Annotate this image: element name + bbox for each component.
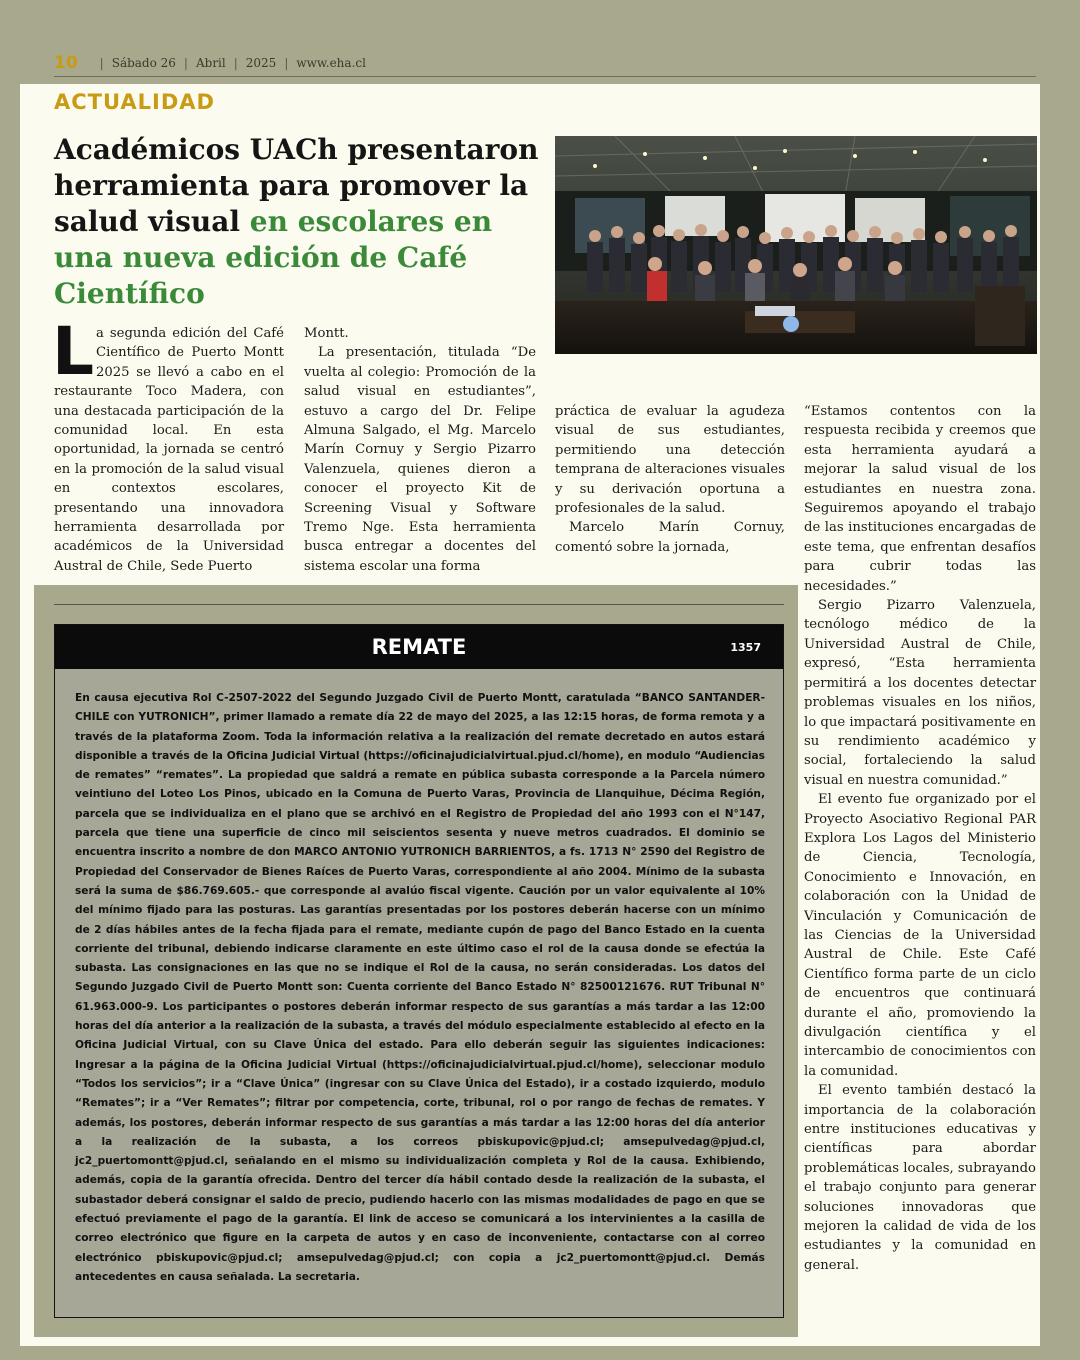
article-headline (54, 132, 554, 312)
legal-notice-box (54, 624, 784, 1318)
group-photo-illustration (555, 136, 1037, 354)
notice-code: 1357 (730, 641, 761, 654)
article-column-3 (555, 402, 785, 557)
article-paragraph: Marcelo Marín Cornuy, comentó sobre la jornada, (555, 520, 785, 555)
article-paragraph: Montt. (304, 326, 349, 341)
headline-main: Académicos UACh presentaron herramienta para promover la salud visual (54, 133, 539, 238)
header-separator: | (233, 56, 238, 70)
article-paragraph: La presentación, titulada “De vuelta al colegio: Promoción de la salud visual en estudiantes”, estuvo a cargo del Dr. Felipe Almuna Salgado, el Mg. Marcelo Marín Cornuy y Sergio Pizarro Valenzuela, quienes dieron a conocer el proyecto Kit de Screening Visual y Software Tremo Nge. Esta herramienta busca entregar a docentes del sistema escolar una forma (304, 345, 536, 574)
drop-cap: L (52, 313, 95, 390)
paragraph-text: a segunda edición del Café Científico de Puerto Montt 2025 se llevó a cabo en el restaurante Toco Madera, con una destacada participación de la comunidad local. En esta oportunidad, la jornada se centró en la promoción de la salud visual en contextos escolares, presentando una innovadora herramienta desarrollada por académicos de la Universidad Austral de Chile, Sede Puerto (54, 326, 284, 574)
header-website-link[interactable]: www.eha.cl (296, 56, 366, 70)
notice-title: REMATE (371, 635, 467, 659)
header-separator: | (99, 56, 104, 70)
article-paragraph: El evento fue organizado por el Proyecto Asociativo Regional PAR Explora Los Lagos del Ministerio de Ciencia, Tecnología, Conocimiento e Innovación, en colaboración con la Unidad de Vinculación y Comunicación de las Ciencias de la Universidad Austral de Chile. Este Café Científico forma parte de un ciclo de encuentros que continuará durante el año, promoviendo la divulgación científica y el intercambio de conocimientos con la comunidad. (804, 792, 1036, 1079)
notice-body-text: En causa ejecutiva Rol C-2507-2022 del Segundo Juzgado Civil de Puerto Montt, caratulada “BANCO SANTANDER-CHILE con YUTRONICH”, primer llamado a remate día 22 de mayo del 2025, a las 12:15 horas, de forma remota y a través de la plataforma Zoom. Toda la información relativa a la realización del remate decretado en autos estará disponible a través de la Oficina Judicial Virtual (https://oficinajudicialvirtual.pjud.cl/home), en modulo “Audiencias de remates” “remates”. La propiedad que saldrá a remate en pública subasta corresponde a la Parcela número veintiuno del Loteo Los Pinos, ubicado en la Comuna de Puerto Varas, Provincia de Llanquihue, Décima Región, parcela que se individualiza en el plano que se archivó en el Registro de Propiedad del año 1993 con el N°147, parcela que tiene una superficie de cinco mil seiscientos sesenta y nueve metros cuadrados. El dominio se encuentra inscrito a nombre de don MARCO ANTONIO YUTRONICH BARRIENTOS, a fs. 1713 N° 2590 del Registro de Propiedad del Conservador de Bienes Raíces de Puerto Varas, correspondiente al año 2004. Mínimo de la subasta será la suma de $86.769.605.- que corresponde al avalúo fiscal vigente. Caución por un valor equivalente al 10% del mínimo fijado para las posturas. Las garantías presentadas por los postores deberán hacerse con un mínimo de 2 días hábiles antes de la fecha fijada para el remate, mediante cupón de pago del Banco Estado en la cuenta corriente del tribunal, debiendo indicarse claramente en este último caso el rol de la causa donde se efectúa la subasta. Las consignaciones en las que no se indique el Rol de la causa, no serán consideradas. Los datos del Segundo Juzgado Civil de Puerto Montt son: Cuenta corriente del Banco Estado N° 82500121676. RUT Tribunal N° 61.963.000-9. Los participantes o postores deberán informar respecto de sus garantías a más tardar a las 12:00 horas del día anterior a la realización de la subasta, a través del módulo especialmente establecido al efecto en la Oficina Judicial Virtual, con su Clave Única del estado. Para ello deberán seguir las siguientes indicaciones: Ingresar a la página de la Oficina Judicial Virtual (https://oficinajudicialvirtual.pjud.cl/home), seleccionar modulo “Todos los servicios”; ir a “Clave Única” (ingresar con su Clave Única del Estado), ir a costado izquierdo, modulo “Remates”; ir a “Ver Remates”; filtrar por competencia, corte, tribunal, rol o por rango de fechas de remates. Y además, los postores, deberán informar respecto de sus garantías a más tardar a las 12:00 horas del día anterior a la realización de la subasta, a los correos pbiskupovic@pjud.cl; amsepulvedag@pjud.cl, jc2_puertomontt@pjud.cl, señalando en el mismo su individualización completa y Rol de la causa. Exhibiendo, además, copia de la garantía ofrecida. Dentro del tercer día hábil contado desde la realización de la subasta, el subastador deberá consignar el saldo de precio, pudiendo hacerlo con las mismas modalidades de pago en que se efectuó previamente el pago de la garantía. El link de acceso se comunicará a los intervinientes a la casilla de correo electrónico que figure en la carpeta de autos y en caso de inconveniente, contactarse con al correo electrónico pbiskupovic@pjud.cl; amsepulvedag@pjud.cl; con copia a jc2_puertomontt@pjud.cl. Demás antecedentes en causa señalada. La secretaria. (75, 692, 765, 1283)
article-paragraph: “Estamos contentos con la respuesta recibida y creemos que esta herramienta ayudará a mejorar la salud visual de los estudiantes en nuestra zona. Seguiremos apoyando el trabajo de las instituciones encargadas de este tema, que enfrentan desafíos para cubrir todas las necesidades.” (804, 404, 1036, 594)
article-column-4 (804, 402, 1036, 1275)
notice-header-bar (55, 625, 783, 669)
section-label: ACTUALIDAD (54, 90, 215, 114)
article-paragraph (52, 313, 284, 576)
headline-highlight: en escolares en una nueva edición de Café Científico (54, 205, 493, 310)
article-paragraph: Sergio Pizarro Valenzuela, tecnólogo médico de la Universidad Austral de Chile, expresó, “Esta herramienta permitirá a los docentes detectar problemas visuales en los niños, lo que impactará positivamente en su rendimiento académico y social, fortaleciendo la salud visual en nuestra comunidad.” (804, 598, 1036, 788)
header-date-year: 2025 (245, 56, 277, 70)
header-date-month: Abril (195, 56, 226, 70)
page-header-bar (54, 50, 1036, 77)
article-column-2 (304, 324, 536, 576)
header-separator: | (284, 56, 289, 70)
header-separator: | (183, 56, 188, 70)
page-number: 10 (54, 53, 78, 73)
article-photo (555, 136, 1037, 354)
article-paragraph: El evento también destacó la importancia de la colaboración entre instituciones educativas y científicas para abordar problemáticas locales, subrayando el trabajo conjunto para generar soluciones innovadoras que mejoren la calidad de vida de los estudiantes y la comunidad en general. (804, 1083, 1036, 1273)
notice-divider (54, 604, 784, 605)
header-date-day: Sábado 26 (111, 56, 176, 70)
article-column-1 (52, 313, 284, 576)
article-paragraph: práctica de evaluar la agudeza visual de sus estudiantes, permitiendo una detección temprana de alteraciones visuales y su derivación oportuna a profesionales de la salud. (555, 404, 785, 517)
